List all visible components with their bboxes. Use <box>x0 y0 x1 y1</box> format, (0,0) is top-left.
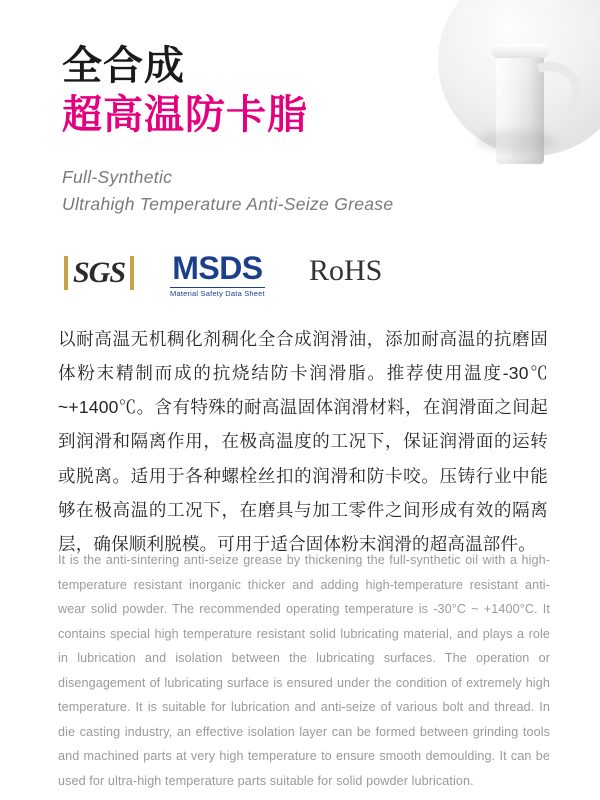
page-subtitle-en-line1: Full-Synthetic <box>62 166 173 187</box>
rohs-logo-label: RoHS <box>309 254 383 287</box>
rohs-logo <box>309 254 382 288</box>
msds-logo-sublabel: Material Safety Data Sheet <box>170 288 265 298</box>
sgs-bar-right-icon <box>130 256 134 290</box>
certification-logos <box>64 252 494 304</box>
page-title-cn-secondary: 超高温防卡脂 <box>62 92 308 137</box>
product-shadow <box>476 130 556 152</box>
cartridge-collar-icon <box>492 44 548 58</box>
page-subtitle-en <box>62 164 462 218</box>
title-block <box>62 44 462 218</box>
description-english: It is the anti-sintering anti-seize grease by thickening the full-synthetic oil with a high-temperature resistant inorganic thicker and adding high-temperature resistant anti-wear solid powder. The recommended operating temperature is -30°C ~ +1400°C. It contains special high temperature resistant solid lubricating material, and plays a role in lubrication and isolation between the lubricating surfaces. The operation or disengagement of lubricating surface is ensured under the condition of extremely high temperature. It is suitable for lubrication and anti-seize of various bolt and thread. In die casting industry, an effective isolation layer can be formed between grinding tools and machined parts at very high temperature to ensure smooth demoulding. It can be used for ultra-high temperature parts suitable for solid powder lubrication. <box>58 553 550 788</box>
page-title-cn-primary: 全合成 <box>62 44 185 88</box>
msds-logo <box>170 252 265 298</box>
msds-logo-label: MSDS <box>172 250 263 286</box>
description-chinese: 以耐高温无机稠化剂稠化全合成润滑油，添加耐高温的抗磨固体粉末精制而成的抗烧结防卡润滑脂。推荐使用温度-30℃ ~+1400℃。含有特殊的耐高温固体润滑材料，在润滑面之间起到润滑和隔离作用，在极高温度的工况下，保证润滑面的运转或脱离。适用于各种螺栓丝扣的润滑和防卡咬。压铸行业中能够在极高温的工况下，在磨具与加工零件之间形成有效的隔离层，确保顺利脱模。可用于适合固体粉末润滑的超高温部件。 <box>58 329 548 554</box>
sgs-logo-label: SGS <box>73 256 126 289</box>
sgs-logo <box>64 256 134 290</box>
sgs-bar-left-icon <box>64 256 68 290</box>
page-subtitle-en-line2: Ultrahigh Temperature Anti-Seize Grease <box>62 193 394 214</box>
